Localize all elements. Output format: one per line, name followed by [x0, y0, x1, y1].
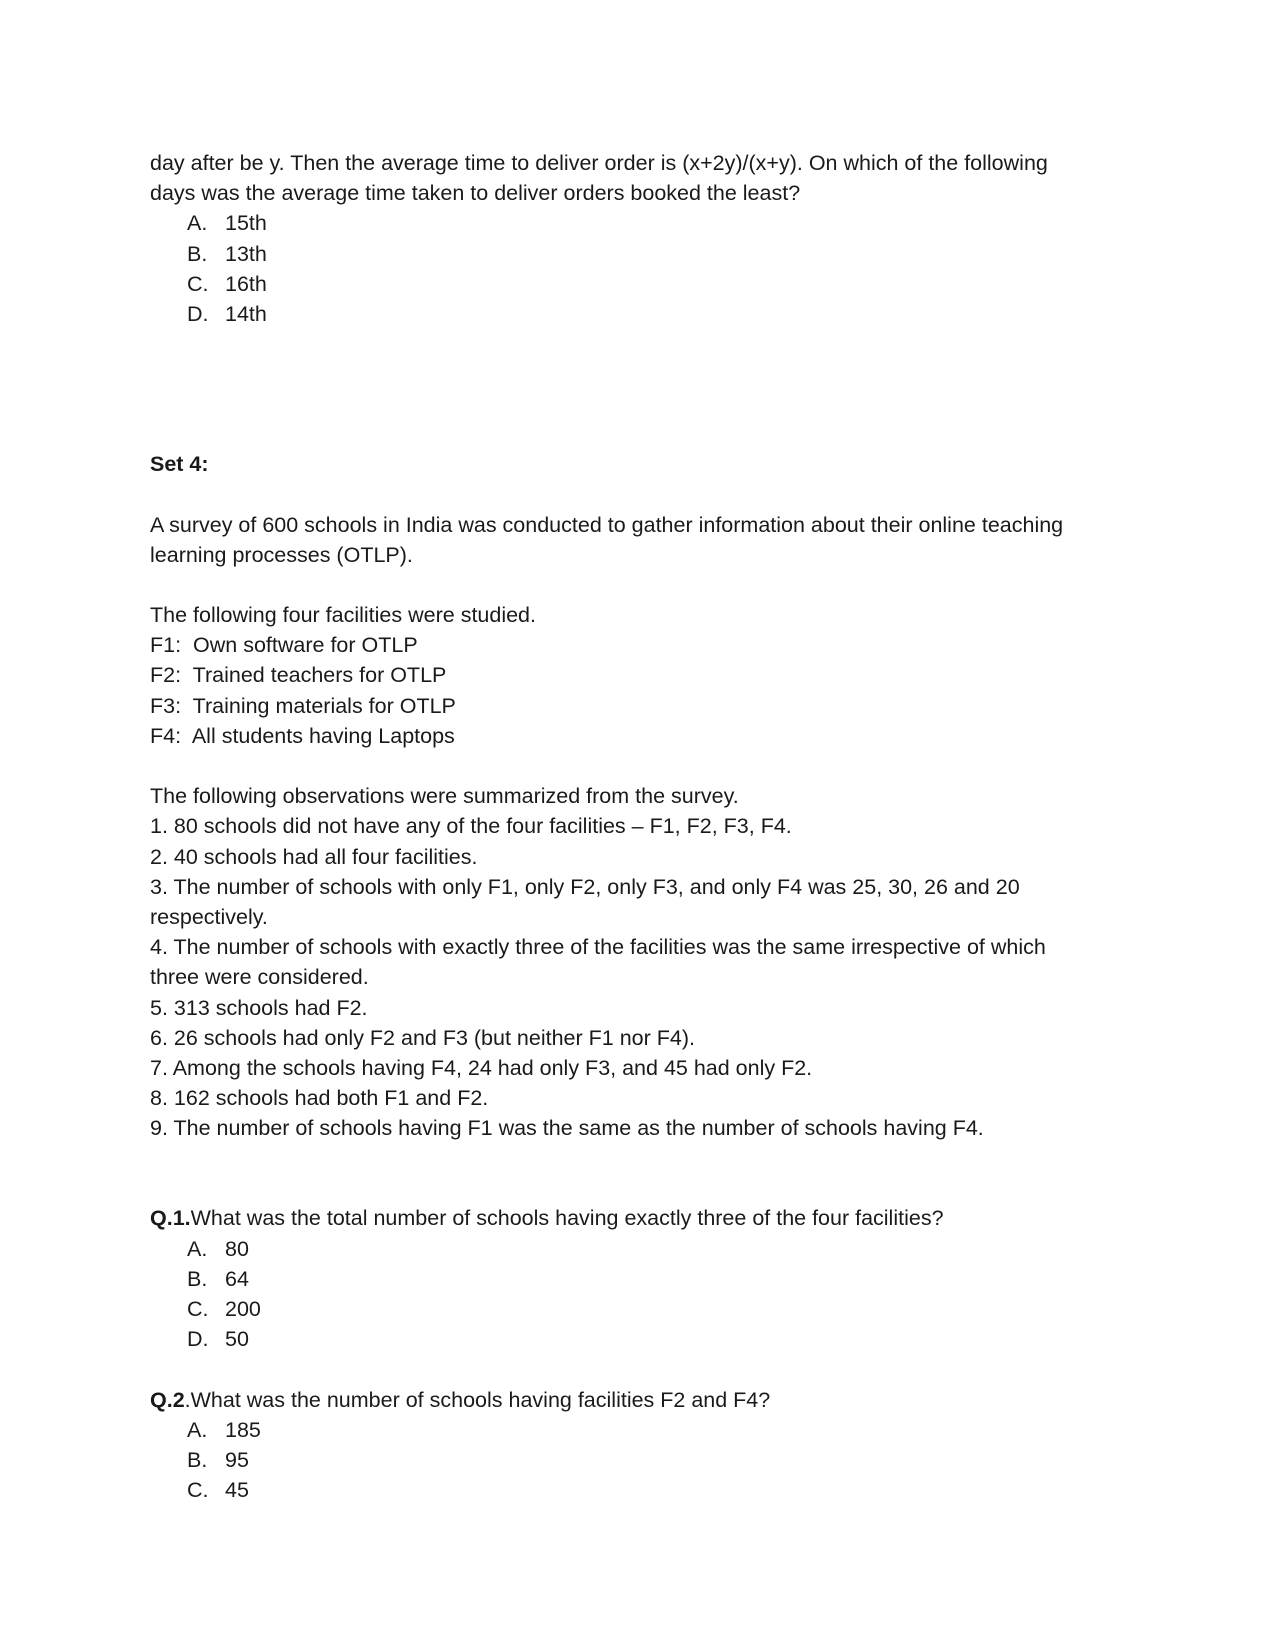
option-text: 200	[225, 1297, 261, 1321]
observation-line: three were considered.	[150, 965, 369, 990]
spacer	[150, 479, 1140, 509]
facility-code: F1:	[150, 633, 182, 658]
option-item	[150, 1445, 1140, 1475]
question-label: Q.1.	[150, 1206, 191, 1231]
option-letter: C.	[187, 1478, 209, 1503]
observation-line: 4. The number of schools with exactly three of the facilities was the same irrespective of which	[150, 935, 1046, 960]
observations-intro: The following observations were summarized from the survey.	[150, 784, 739, 809]
spacer	[150, 751, 1140, 781]
option-item	[150, 1475, 1140, 1505]
facility-item	[150, 691, 1140, 721]
option-item	[150, 299, 1140, 329]
observation-line: 2. 40 schools had all four facilities.	[150, 844, 478, 869]
spacer	[150, 570, 1140, 600]
option-letter: C.	[187, 271, 209, 296]
option-text: 14th	[225, 301, 267, 326]
option-text: 64	[225, 1266, 249, 1291]
prev-question-line: day after be y. Then the average time to deliver order is (x+2y)/(x+y). On which of the following	[150, 151, 1048, 175]
option-letter: A.	[187, 211, 208, 236]
question-label: Q.2	[150, 1387, 185, 1412]
option-letter: B.	[187, 1447, 208, 1472]
prev-question	[150, 148, 1140, 329]
option-letter: C.	[187, 1297, 209, 1321]
observation-line: 3. The number of schools with only F1, only F2, only F3, and only F4 was 25, 30, 26 and 20	[150, 874, 1020, 899]
facilities-intro: The following four facilities were studied.	[150, 603, 536, 628]
set-heading: Set 4:	[150, 452, 209, 477]
observation-line: 6. 26 schools had only F2 and F3 (but neither F1 nor F4).	[150, 1025, 695, 1050]
option-item	[150, 208, 1140, 238]
option-item	[150, 239, 1140, 269]
option-letter: B.	[187, 1266, 208, 1291]
observation-line: 7. Among the schools having F4, 24 had only F3, and 45 had only F2.	[150, 1055, 813, 1080]
option-item	[150, 1234, 1140, 1264]
question-text: .What was the number of schools having facilities F2 and F4?	[184, 1387, 771, 1412]
option-text: 13th	[225, 241, 267, 266]
option-text: 185	[225, 1417, 261, 1442]
spacer	[150, 329, 1140, 389]
facility-item	[150, 630, 1140, 660]
question-1	[150, 1203, 1140, 1233]
document-page	[150, 148, 1140, 1505]
facility-code: F3:	[150, 693, 182, 718]
option-item	[150, 1294, 1140, 1324]
intro-line: learning processes (OTLP).	[150, 542, 413, 567]
option-letter: A.	[187, 1417, 208, 1442]
option-item	[150, 1415, 1140, 1445]
option-text: 15th	[225, 211, 267, 236]
observation-line: 5. 313 schools had F2.	[150, 995, 368, 1020]
option-text: 16th	[225, 271, 267, 296]
option-text: 95	[225, 1447, 249, 1472]
observation-line: 8. 162 schools had both F1 and F2.	[150, 1086, 489, 1111]
option-letter: A.	[187, 1236, 208, 1261]
question-2	[150, 1385, 1140, 1415]
facility-text: Trained teachers for OTLP	[192, 663, 447, 688]
option-letter: D.	[187, 301, 209, 326]
facility-text: All students having Laptops	[191, 723, 455, 748]
spacer	[150, 1354, 1140, 1384]
intro-line: A survey of 600 schools in India was conducted to gather information about their online teaching	[150, 512, 1064, 537]
observation-line: 9. The number of schools having F1 was the same as the number of schools having F4.	[150, 1116, 984, 1141]
spacer	[150, 1143, 1140, 1203]
spacer	[150, 389, 1140, 449]
option-text: 80	[225, 1236, 249, 1261]
option-item	[150, 1324, 1140, 1354]
option-text: 45	[225, 1478, 249, 1503]
facility-code: F4:	[150, 723, 182, 748]
option-item	[150, 269, 1140, 299]
prev-question-line: days was the average time taken to deliver orders booked the least?	[150, 181, 801, 206]
facility-text: Own software for OTLP	[193, 633, 418, 658]
option-letter: B.	[187, 241, 208, 266]
facility-code: F2:	[150, 663, 182, 688]
option-letter: D.	[187, 1327, 209, 1352]
observation-line: respectively.	[150, 904, 268, 929]
facility-text: Training materials for OTLP	[192, 693, 456, 718]
option-text: 50	[225, 1327, 249, 1352]
question-text: What was the total number of schools having exactly three of the four facilities?	[190, 1206, 944, 1231]
facility-item	[150, 721, 1140, 751]
option-item	[150, 1264, 1140, 1294]
observation-line: 1. 80 schools did not have any of the four facilities – F1, F2, F3, F4.	[150, 814, 792, 839]
facility-item	[150, 660, 1140, 690]
